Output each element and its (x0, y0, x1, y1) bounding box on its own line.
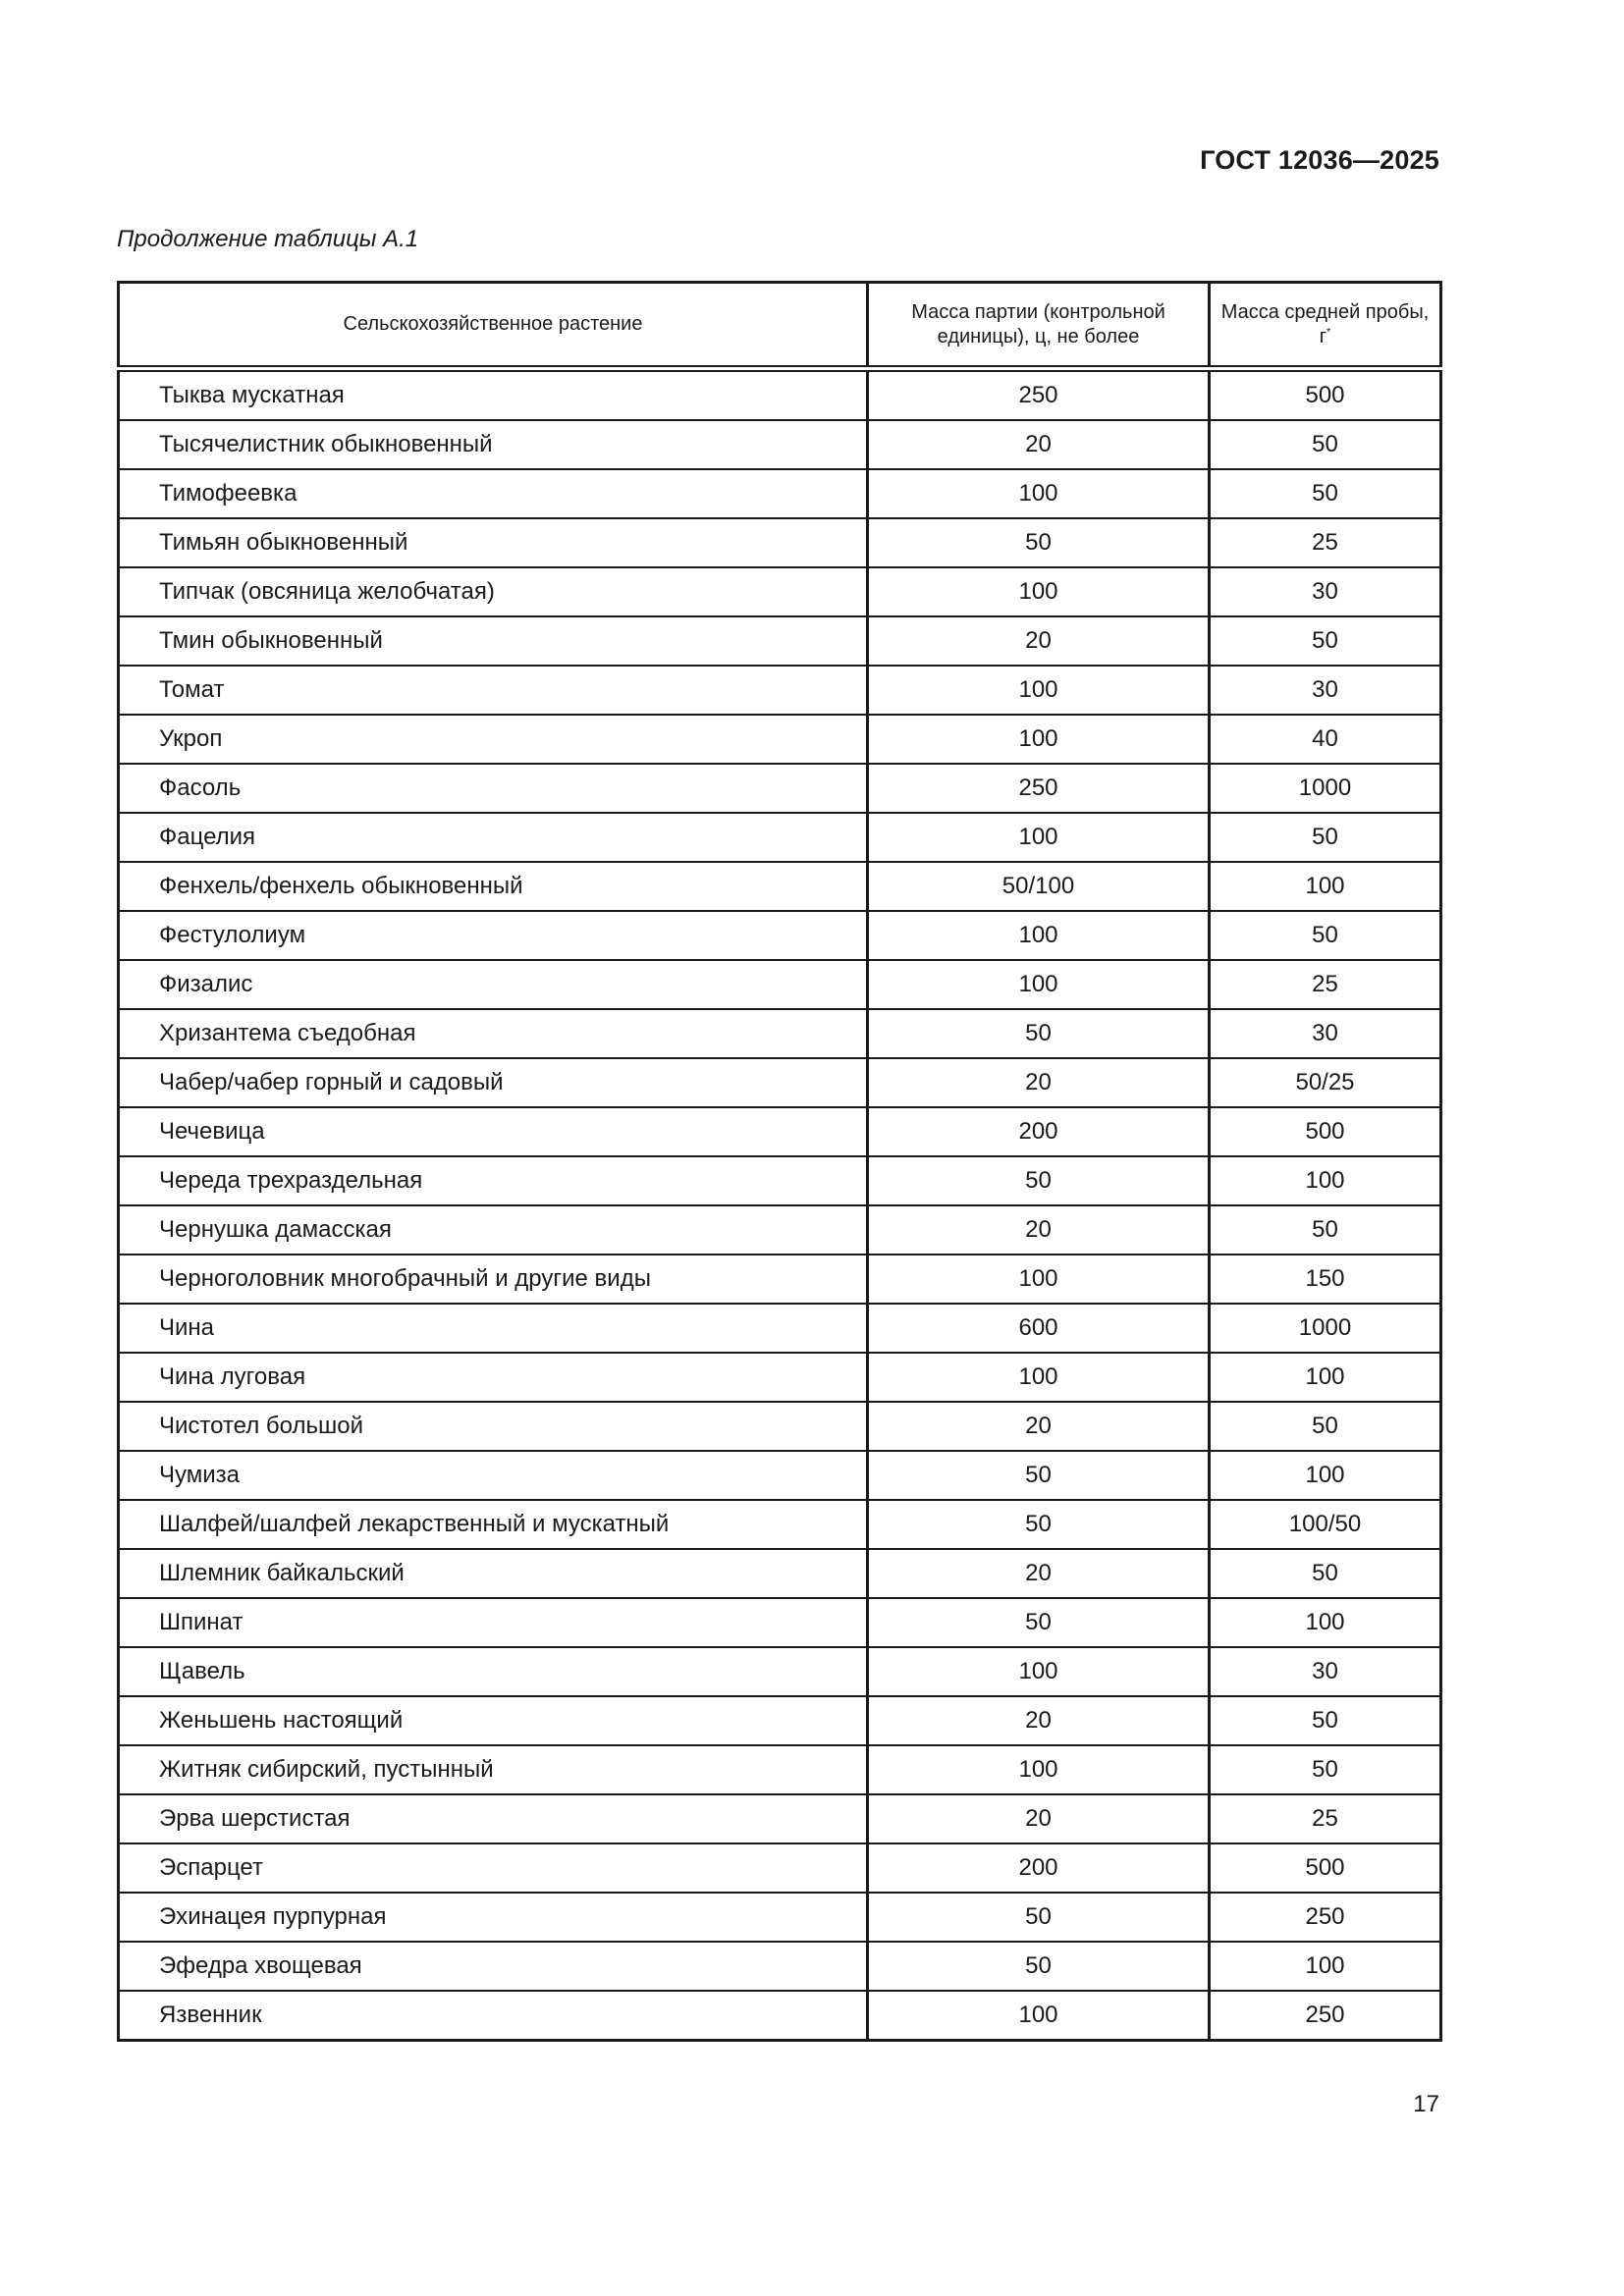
sample-mass-cell: 30 (1210, 567, 1441, 616)
plant-cell: Тимофеевка (119, 469, 868, 518)
table-row (119, 1156, 1441, 1205)
table-row (119, 764, 1441, 813)
plant-cell: Типчак (овсяница желобчатая) (119, 567, 868, 616)
plant-cell: Тмин обыкновенный (119, 616, 868, 666)
lot-mass-cell: 100 (868, 1353, 1210, 1402)
table-row (119, 369, 1441, 421)
plant-cell: Чистотел большой (119, 1402, 868, 1451)
lot-mass-cell: 50 (868, 1598, 1210, 1647)
sample-mass-cell: 100 (1210, 862, 1441, 911)
table-row (119, 1893, 1441, 1942)
lot-mass-cell: 100 (868, 469, 1210, 518)
table-row (119, 862, 1441, 911)
table-row (119, 666, 1441, 715)
table-row (119, 1304, 1441, 1353)
lot-mass-cell: 50 (868, 1893, 1210, 1942)
table-row (119, 911, 1441, 960)
sample-mass-cell: 50 (1210, 813, 1441, 862)
table-row (119, 1843, 1441, 1893)
table-row (119, 1942, 1441, 1991)
sample-mass-cell: 250 (1210, 1991, 1441, 2041)
sample-mass-cell: 40 (1210, 715, 1441, 764)
plant-cell: Фестулолиум (119, 911, 868, 960)
plant-cell: Щавель (119, 1647, 868, 1696)
sample-mass-cell: 25 (1210, 960, 1441, 1009)
table-row (119, 1451, 1441, 1500)
sample-mass-cell: 50 (1210, 420, 1441, 469)
sample-mass-cell: 30 (1210, 1647, 1441, 1696)
table-row (119, 1500, 1441, 1549)
table-row (119, 1549, 1441, 1598)
lot-mass-cell: 100 (868, 813, 1210, 862)
lot-mass-cell: 50 (868, 1451, 1210, 1500)
sample-mass-cell: 50/25 (1210, 1058, 1441, 1107)
sample-mass-cell: 100 (1210, 1353, 1441, 1402)
plant-cell: Шлемник байкальский (119, 1549, 868, 1598)
lot-mass-cell: 100 (868, 911, 1210, 960)
sample-mass-cell: 50 (1210, 911, 1441, 960)
plant-cell: Черноголовник многобрачный и другие виды (119, 1255, 868, 1304)
sample-mass-cell: 50 (1210, 616, 1441, 666)
plant-cell: Череда трехраздельная (119, 1156, 868, 1205)
table-row (119, 1402, 1441, 1451)
sample-mass-cell: 50 (1210, 1549, 1441, 1598)
table-row (119, 1794, 1441, 1843)
sample-mass-cell: 50 (1210, 1696, 1441, 1745)
lot-mass-cell: 20 (868, 1205, 1210, 1255)
table-row (119, 518, 1441, 567)
lot-mass-cell: 20 (868, 616, 1210, 666)
sample-mass-cell: 100 (1210, 1942, 1441, 1991)
plant-cell: Тимьян обыкновенный (119, 518, 868, 567)
column-header-lot-mass (868, 283, 1210, 369)
table-row (119, 420, 1441, 469)
column-header-plant (119, 283, 868, 369)
sample-mass-cell: 50 (1210, 1745, 1441, 1794)
lot-mass-cell: 100 (868, 567, 1210, 616)
sample-mass-cell: 500 (1210, 1107, 1441, 1156)
plant-cell: Фацелия (119, 813, 868, 862)
lot-mass-cell: 50 (868, 1942, 1210, 1991)
sample-mass-cell: 100 (1210, 1156, 1441, 1205)
plant-cell: Эхинацея пурпурная (119, 1893, 868, 1942)
plant-cell: Физалис (119, 960, 868, 1009)
sample-mass-cell: 1000 (1210, 1304, 1441, 1353)
sample-mass-cell: 100 (1210, 1598, 1441, 1647)
sample-mass-cell: 50 (1210, 1402, 1441, 1451)
plant-cell: Укроп (119, 715, 868, 764)
table-row (119, 1696, 1441, 1745)
table-row (119, 1353, 1441, 1402)
sample-mass-table (117, 281, 1442, 2042)
lot-mass-cell: 50 (868, 1009, 1210, 1058)
table-row (119, 813, 1441, 862)
table-row (119, 1991, 1441, 2041)
plant-cell: Шалфей/шалфей лекарственный и мускатный (119, 1500, 868, 1549)
plant-cell: Тыква мускатная (119, 369, 868, 421)
table-row (119, 616, 1441, 666)
column-header-plant-label: Сельскохозяйственное растение (343, 313, 643, 335)
plant-cell: Язвенник (119, 1991, 868, 2041)
table-row (119, 960, 1441, 1009)
sample-mass-cell: 30 (1210, 666, 1441, 715)
document-code: ГОСТ 12036—2025 (1200, 145, 1439, 175)
table-row (119, 1009, 1441, 1058)
lot-mass-cell: 100 (868, 1991, 1210, 2041)
plant-cell: Фенхель/фенхель обыкновенный (119, 862, 868, 911)
sample-mass-cell: 30 (1210, 1009, 1441, 1058)
lot-mass-cell: 600 (868, 1304, 1210, 1353)
sample-mass-cell: 150 (1210, 1255, 1441, 1304)
table-row (119, 1598, 1441, 1647)
lot-mass-cell: 100 (868, 715, 1210, 764)
lot-mass-cell: 20 (868, 1058, 1210, 1107)
plant-cell: Женьшень настоящий (119, 1696, 868, 1745)
plant-cell: Хризантема съедобная (119, 1009, 868, 1058)
lot-mass-cell: 50 (868, 518, 1210, 567)
lot-mass-cell: 200 (868, 1843, 1210, 1893)
lot-mass-cell: 20 (868, 1696, 1210, 1745)
plant-cell: Тысячелистник обыкновенный (119, 420, 868, 469)
table-row (119, 469, 1441, 518)
lot-mass-cell: 100 (868, 1745, 1210, 1794)
column-header-lot-mass-label: Масса партии (контрольной единицы), ц, не более (911, 300, 1165, 347)
sample-mass-cell: 25 (1210, 1794, 1441, 1843)
table-row (119, 1745, 1441, 1794)
plant-cell: Чумиза (119, 1451, 868, 1500)
table-row (119, 1058, 1441, 1107)
page-number: 17 (1413, 2091, 1439, 2117)
lot-mass-cell: 50/100 (868, 862, 1210, 911)
plant-cell: Чина луговая (119, 1353, 868, 1402)
table-row (119, 1647, 1441, 1696)
sample-mass-cell: 50 (1210, 1205, 1441, 1255)
plant-cell: Эспарцет (119, 1843, 868, 1893)
lot-mass-cell: 50 (868, 1500, 1210, 1549)
column-header-sample-mass-label: Масса средней пробы, г (1220, 300, 1430, 347)
sample-mass-cell: 50 (1210, 469, 1441, 518)
plant-cell: Фасоль (119, 764, 868, 813)
table-row (119, 1255, 1441, 1304)
lot-mass-cell: 20 (868, 420, 1210, 469)
plant-cell: Эфедра хвощевая (119, 1942, 868, 1991)
plant-cell: Житняк сибирский, пустынный (119, 1745, 868, 1794)
column-header-sample-mass (1210, 283, 1441, 369)
plant-cell: Чина (119, 1304, 868, 1353)
table-row (119, 715, 1441, 764)
sample-mass-cell: 100/50 (1210, 1500, 1441, 1549)
lot-mass-cell: 20 (868, 1402, 1210, 1451)
plant-cell: Чернушка дамасская (119, 1205, 868, 1255)
table-row (119, 567, 1441, 616)
lot-mass-cell: 250 (868, 369, 1210, 421)
sample-mass-cell: 100 (1210, 1451, 1441, 1500)
plant-cell: Чечевица (119, 1107, 868, 1156)
lot-mass-cell: 200 (868, 1107, 1210, 1156)
footnote-marker: * (1326, 325, 1331, 338)
lot-mass-cell: 20 (868, 1549, 1210, 1598)
lot-mass-cell: 100 (868, 1647, 1210, 1696)
plant-cell: Эрва шерстистая (119, 1794, 868, 1843)
sample-mass-cell: 250 (1210, 1893, 1441, 1942)
lot-mass-cell: 100 (868, 1255, 1210, 1304)
table-header (119, 283, 1441, 369)
lot-mass-cell: 20 (868, 1794, 1210, 1843)
lot-mass-cell: 100 (868, 666, 1210, 715)
sample-mass-cell: 25 (1210, 518, 1441, 567)
table-caption: Продолжение таблицы А.1 (117, 226, 419, 252)
plant-cell: Чабер/чабер горный и садовый (119, 1058, 868, 1107)
table-body (119, 369, 1441, 2041)
table-row (119, 1107, 1441, 1156)
table-row (119, 1205, 1441, 1255)
sample-mass-cell: 1000 (1210, 764, 1441, 813)
sample-mass-cell: 500 (1210, 369, 1441, 421)
plant-cell: Шпинат (119, 1598, 868, 1647)
lot-mass-cell: 250 (868, 764, 1210, 813)
lot-mass-cell: 100 (868, 960, 1210, 1009)
lot-mass-cell: 50 (868, 1156, 1210, 1205)
table-header-row (119, 283, 1441, 369)
sample-mass-cell: 500 (1210, 1843, 1441, 1893)
plant-cell: Томат (119, 666, 868, 715)
